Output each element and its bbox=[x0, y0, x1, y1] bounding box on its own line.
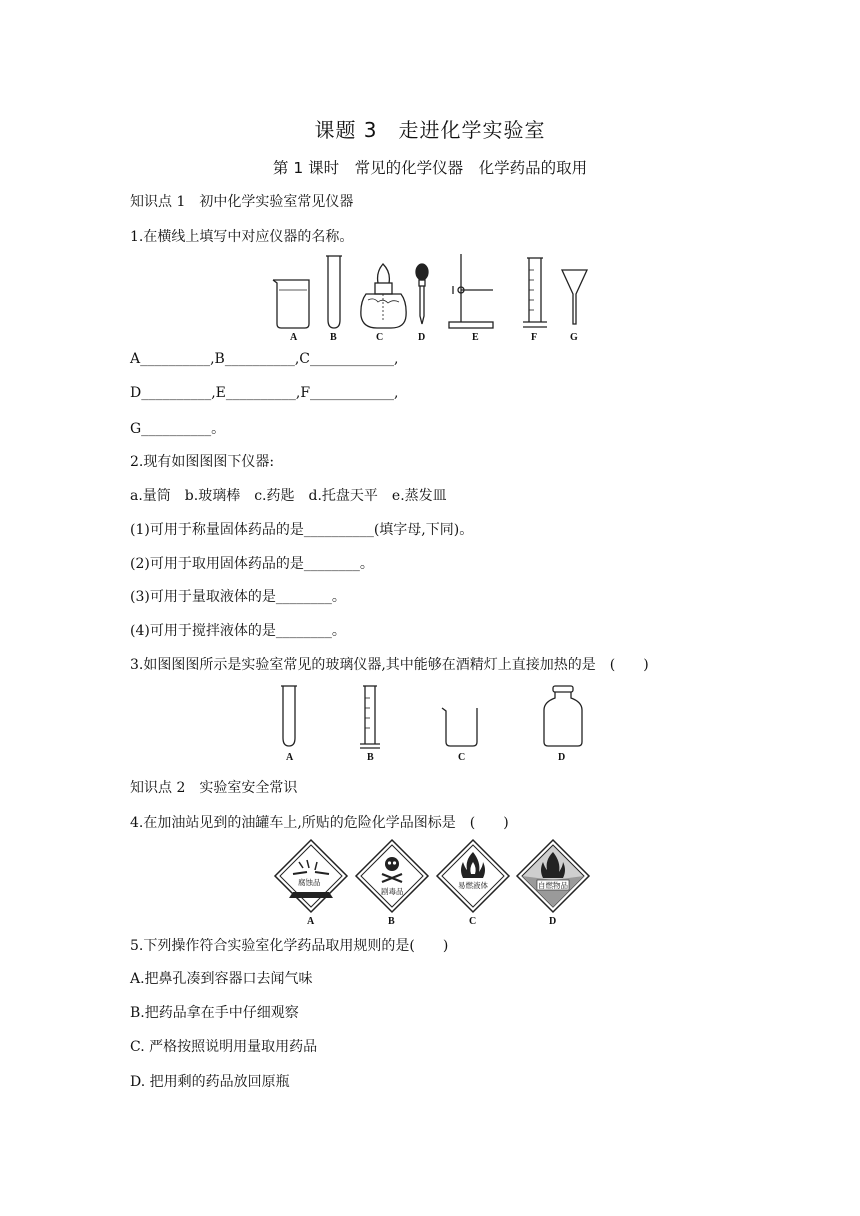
q1-label-c: C bbox=[376, 332, 384, 343]
q1-label-b: B bbox=[330, 332, 337, 343]
q1-label-d: D bbox=[418, 332, 426, 343]
q1-label-e: E bbox=[472, 332, 479, 343]
test-tube-icon bbox=[328, 256, 340, 328]
sign-b-text: 剧毒品 bbox=[381, 887, 404, 896]
reagent-bottle-icon bbox=[544, 686, 582, 746]
question-5-stem: 5.下列操作符合实验室化学药品取用规则的是( ) bbox=[130, 938, 449, 954]
flammable-liquid-sign-icon bbox=[437, 840, 509, 912]
q1-answer-line-1[interactable]: A__________,B__________,C____________, bbox=[130, 351, 399, 367]
iron-stand-icon bbox=[449, 254, 493, 328]
q5-option-b[interactable]: B.把药品拿在手中仔细观察 bbox=[130, 1005, 299, 1021]
test-tube-icon bbox=[283, 686, 295, 746]
q4-label-a: A bbox=[307, 916, 315, 927]
q1-label-g: G bbox=[570, 332, 578, 343]
graduated-cylinder-icon bbox=[360, 686, 380, 748]
q2-sub-3[interactable]: (3)可用于量取液体的是________。 bbox=[130, 589, 346, 605]
question-3-stem: 3.如图图图所示是实验室常见的玻璃仪器,其中能够在酒精灯上直接加热的是 ( ) bbox=[130, 657, 649, 673]
sign-d-text: 自燃物品 bbox=[538, 881, 568, 890]
graduated-cylinder-icon bbox=[523, 258, 547, 327]
q4-hazard-signs bbox=[275, 838, 590, 928]
funnel-icon bbox=[562, 270, 587, 324]
question-4-stem: 4.在加油站见到的油罐车上,所贴的危险化学品图标是 ( ) bbox=[130, 815, 509, 831]
knowledge-point-2: 知识点 2 实验室安全常识 bbox=[130, 780, 298, 796]
dropper-icon bbox=[416, 264, 428, 324]
q4-label-c: C bbox=[469, 916, 477, 927]
q5-option-c[interactable]: C. 严格按照说明用量取用药品 bbox=[130, 1039, 318, 1055]
q2-sub-2[interactable]: (2)可用于取用固体药品的是________。 bbox=[130, 556, 374, 572]
q3-label-c: C bbox=[458, 752, 466, 763]
knowledge-point-1: 知识点 1 初中化学实验室常见仪器 bbox=[130, 194, 354, 210]
q3-label-a: A bbox=[286, 752, 294, 763]
q4-label-b: B bbox=[388, 916, 395, 927]
sign-c-text: 易燃液体 bbox=[458, 881, 488, 890]
q1-label-f: F bbox=[531, 332, 538, 343]
q2-sub-1[interactable]: (1)可用于称量固体药品的是__________(填字母,下同)。 bbox=[130, 522, 474, 538]
page-subtitle: 第 1 课时 常见的化学仪器 化学药品的取用 bbox=[272, 159, 588, 177]
alcohol-lamp-icon bbox=[361, 264, 406, 328]
question-1-stem: 1.在横线上填写中对应仪器的名称。 bbox=[130, 229, 354, 245]
corrosive-sign-icon bbox=[275, 840, 347, 912]
q1-answer-line-3[interactable]: G__________。 bbox=[130, 421, 226, 437]
beaker-icon bbox=[442, 708, 477, 746]
q3-label-d: D bbox=[558, 752, 566, 763]
q2-sub-4[interactable]: (4)可用于搅拌液体的是________。 bbox=[130, 623, 346, 639]
q3-label-b: B bbox=[367, 752, 374, 763]
q1-apparatus-figure bbox=[265, 250, 595, 345]
spontaneous-combustion-sign-icon bbox=[517, 840, 589, 912]
q1-label-a: A bbox=[290, 332, 298, 343]
q5-option-d[interactable]: D. 把用剩的药品放回原瓶 bbox=[130, 1074, 290, 1090]
q2-options: a.量筒 b.玻璃棒 c.药匙 d.托盘天平 e.蒸发皿 bbox=[130, 488, 447, 504]
beaker-icon bbox=[273, 280, 309, 328]
sign-a-text: 腐蚀品 bbox=[298, 878, 321, 887]
q5-option-a[interactable]: A.把鼻孔凑到容器口去闻气味 bbox=[130, 971, 313, 987]
q4-label-d: D bbox=[549, 916, 557, 927]
toxic-sign-icon bbox=[356, 840, 428, 912]
q3-glassware-figure bbox=[270, 682, 590, 764]
page-title: 课题 3 走进化学实验室 bbox=[314, 118, 546, 142]
q1-answer-line-2[interactable]: D__________,E__________,F____________, bbox=[130, 385, 399, 401]
question-2-stem: 2.现有如图图图下仪器: bbox=[130, 454, 275, 470]
